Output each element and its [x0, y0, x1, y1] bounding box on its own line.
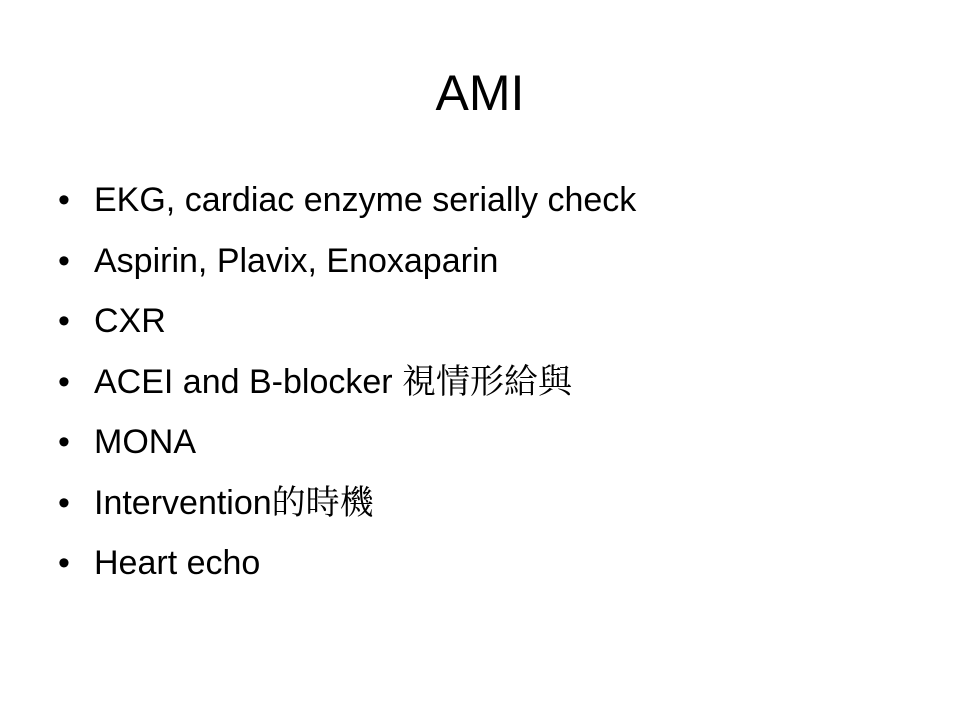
bullet-icon: • [58, 302, 70, 340]
bullet-text: CXR [94, 302, 166, 340]
bullet-icon: • [58, 241, 70, 280]
bullet-icon: • [58, 423, 70, 461]
bullet-icon: • [58, 544, 70, 582]
bullet-icon: • [58, 362, 70, 401]
slide-title: AMI [435, 65, 525, 121]
bullet-text: MONA [94, 423, 196, 461]
bullet-text: Heart echo [94, 544, 261, 582]
bullet-text: ACEI and B-blocker 視情形給與 [94, 362, 573, 401]
bullet-text: Aspirin, Plavix, Enoxaparin [94, 241, 499, 280]
bullet-text: EKG, cardiac enzyme serially check [94, 181, 637, 219]
bullet-icon: • [58, 181, 70, 219]
bullet-icon: • [58, 483, 70, 522]
bullet-text: Intervention的時機 [94, 483, 374, 522]
